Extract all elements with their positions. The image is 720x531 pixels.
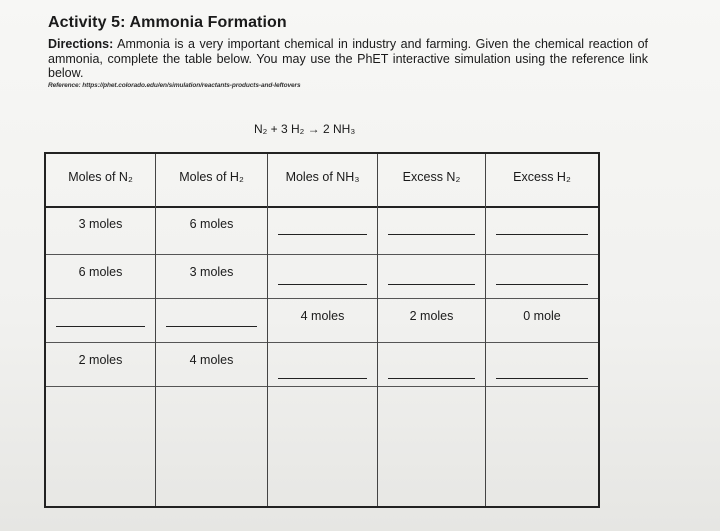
table-cell <box>46 206 156 254</box>
answer-blank[interactable] <box>388 234 475 235</box>
ammonia-table <box>44 152 600 508</box>
table-cell[interactable] <box>268 386 378 506</box>
table-row-empty <box>46 386 598 506</box>
header-moles-h2: Moles of H₂ <box>179 170 244 184</box>
table-cell <box>156 206 268 254</box>
cell-value: 2 moles <box>78 353 123 367</box>
table-cell[interactable] <box>378 254 486 298</box>
cell-value: 3 moles <box>78 217 123 231</box>
cell-value: 4 moles <box>300 309 345 323</box>
table-cell[interactable] <box>378 206 486 254</box>
header-cell <box>268 154 378 206</box>
cell-value: 6 moles <box>189 217 234 231</box>
table-row <box>46 342 598 387</box>
cell-value: 6 moles <box>78 265 123 279</box>
table-cell[interactable] <box>486 386 598 506</box>
header-excess-h2: Excess H₂ <box>513 170 571 184</box>
header-cell <box>486 154 598 206</box>
table-cell[interactable] <box>378 386 486 506</box>
header-cell <box>156 154 268 206</box>
table-cell[interactable] <box>268 254 378 298</box>
table-header-row <box>46 154 598 208</box>
table-cell[interactable] <box>268 342 378 386</box>
table-row <box>46 206 598 255</box>
table-cell[interactable] <box>156 298 268 342</box>
answer-blank[interactable] <box>496 284 588 285</box>
table-cell <box>378 298 486 342</box>
table-cell[interactable] <box>46 298 156 342</box>
table-row <box>46 254 598 299</box>
cell-value: 2 moles <box>409 309 454 323</box>
cell-value: 3 moles <box>189 265 234 279</box>
answer-blank[interactable] <box>166 326 257 327</box>
table-cell <box>486 298 598 342</box>
directions-lead: Directions: <box>48 37 114 51</box>
directions-text: Ammonia is a very important chemical in industry and farming. Given the chemical reaction of ammonia, complete the table below. You may use the PhET interactive simulation using the reference link below. <box>48 37 648 80</box>
answer-blank[interactable] <box>496 378 588 379</box>
answer-blank[interactable] <box>496 234 588 235</box>
header-cell <box>46 154 156 206</box>
answer-blank[interactable] <box>278 284 367 285</box>
header-cell <box>378 154 486 206</box>
answer-blank[interactable] <box>278 378 367 379</box>
table-row <box>46 298 598 343</box>
table-cell <box>156 254 268 298</box>
table-cell <box>46 254 156 298</box>
header-moles-nh3: Moles of NH₃ <box>285 170 360 184</box>
answer-blank[interactable] <box>388 284 475 285</box>
answer-blank[interactable] <box>56 326 145 327</box>
table-cell[interactable] <box>156 386 268 506</box>
header-excess-n2: Excess N₂ <box>402 170 461 184</box>
directions-paragraph <box>48 37 648 81</box>
table-cell <box>46 342 156 386</box>
table-cell[interactable] <box>378 342 486 386</box>
table-cell <box>156 342 268 386</box>
cell-value: 0 mole <box>523 309 561 323</box>
table-cell[interactable] <box>486 206 598 254</box>
header-moles-n2: Moles of N₂ <box>68 170 133 184</box>
table-cell <box>268 298 378 342</box>
answer-blank[interactable] <box>278 234 367 235</box>
reference-link[interactable]: Reference: https://phet.colorado.edu/en/simulation/reactants-products-and-leftovers <box>48 82 301 89</box>
table-cell[interactable] <box>486 254 598 298</box>
cell-value: 4 moles <box>189 353 234 367</box>
activity-title: Activity 5: Ammonia Formation <box>48 14 287 31</box>
table-cell[interactable] <box>268 206 378 254</box>
table-cell[interactable] <box>46 386 156 506</box>
answer-blank[interactable] <box>388 378 475 379</box>
chemical-equation: N₂ + 3 H₂ → 2 NH₃ <box>254 122 356 136</box>
table-cell[interactable] <box>486 342 598 386</box>
